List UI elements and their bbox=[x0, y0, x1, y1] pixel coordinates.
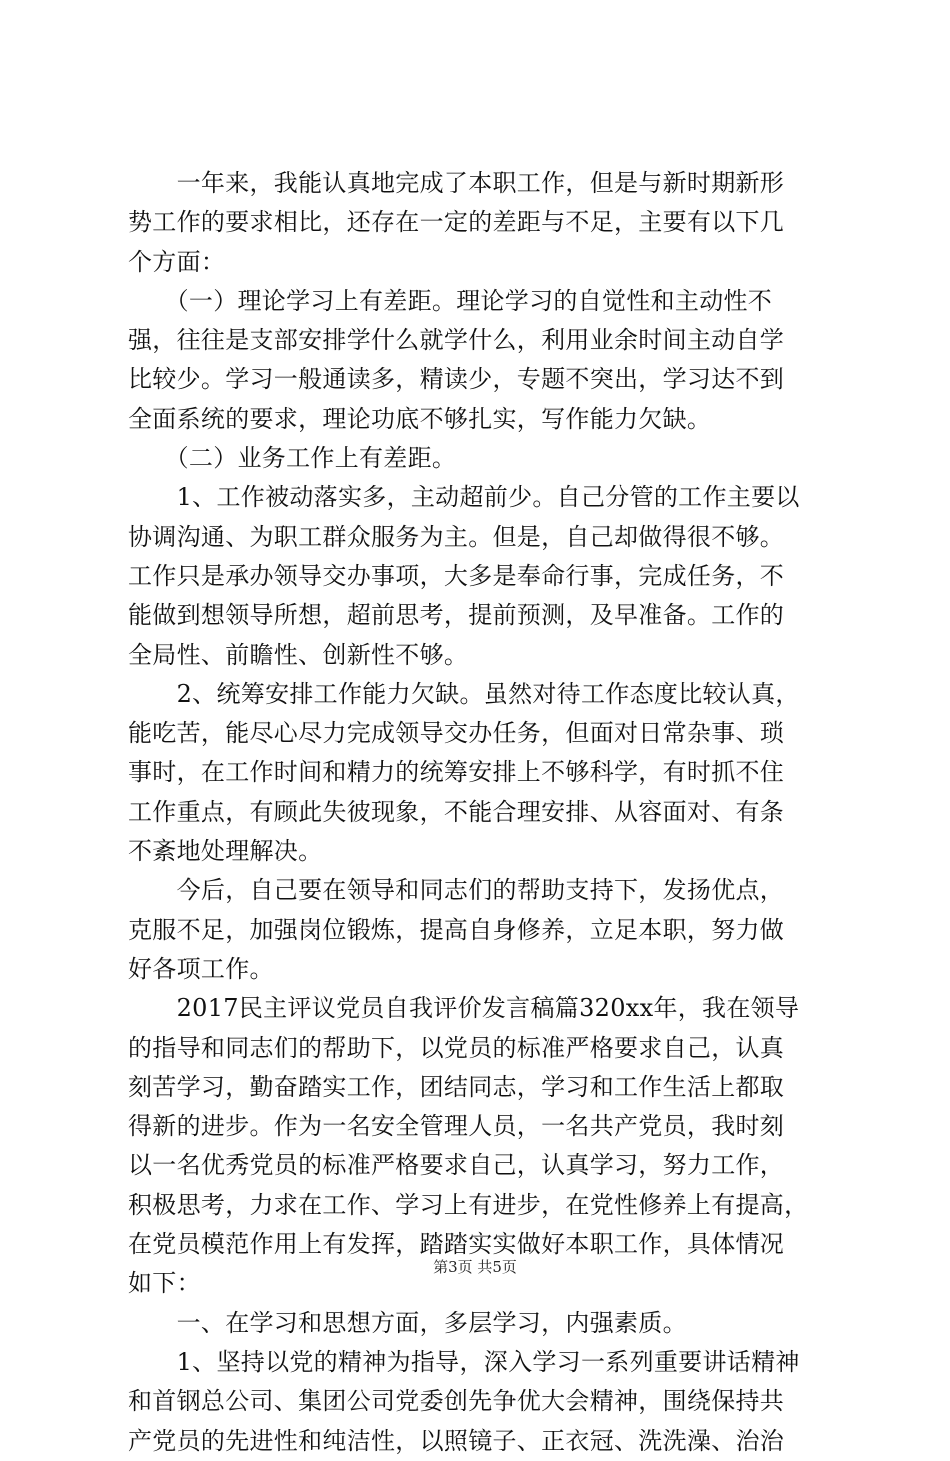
text-line: 一、在学习和思想方面，多层学习，内强素质。 bbox=[128, 1308, 687, 1337]
text-line: 强，往往是支部安排学什么就学什么，利用业余时间主动自学 bbox=[128, 326, 785, 355]
text-line: 事时，在工作时间和精力的统筹安排上不够科学，有时抓不住 bbox=[128, 758, 785, 787]
text-line: 不紊地处理解决。 bbox=[128, 837, 323, 866]
text-line: （二）业务工作上有差距。 bbox=[128, 444, 457, 473]
text-line: 个方面： bbox=[128, 247, 226, 276]
text-line: 全面系统的要求，理论功底不够扎实，写作能力欠缺。 bbox=[128, 404, 712, 433]
text-line: （一）理论学习上有差距。理论学习的自觉性和主动性不 bbox=[128, 286, 773, 315]
text-line: 能吃苦，能尽心尽力完成领导交办任务，但面对日常杂事、琐 bbox=[128, 719, 785, 748]
text-line: 以一名优秀党员的标准严格要求自己，认真学习，努力工作， bbox=[128, 1151, 785, 1180]
text-line: 工作重点，有顾此失彼现象，不能合理安排、从容面对、有条 bbox=[128, 797, 785, 826]
text-line: 今后，自己要在领导和同志们的帮助支持下，发扬优点， bbox=[128, 876, 785, 905]
text-line: 1、坚持以党的精神为指导，深入学习一系列重要讲话精神 bbox=[128, 1347, 800, 1376]
text-line: 比较少。学习一般通读多，精读少，专题不突出，学习达不到 bbox=[128, 365, 785, 394]
text-line: 2、统筹安排工作能力欠缺。虽然对待工作态度比较认真， bbox=[128, 679, 800, 708]
text-line: 在党员模范作用上有发挥，踏踏实实做好本职工作，具体情况 bbox=[128, 1230, 785, 1259]
text-line: 的指导和同志们的帮助下，以党员的标准严格要求自己，认真 bbox=[128, 1033, 785, 1062]
text-line: 2017民主评议党员自我评价发言稿篇320xx年，我在领导 bbox=[128, 994, 800, 1023]
text-line: 能做到想领导所想，超前思考，提前预测，及早准备。工作的 bbox=[128, 601, 785, 630]
text-line: 刻苦学习，勤奋踏实工作，团结同志，学习和工作生活上都取 bbox=[128, 1072, 785, 1101]
text-line: 好各项工作。 bbox=[128, 954, 274, 983]
text-line: 积极思考，力求在工作、学习上有进步，在党性修养上有提高， bbox=[128, 1190, 809, 1219]
text-line: 产党员的先进性和纯洁性，以照镜子、正衣冠、洗洗澡、治治 bbox=[128, 1426, 785, 1455]
text-line: 工作只是承办领导交办事项，大多是奉命行事，完成任务，不 bbox=[128, 561, 785, 590]
text-line: 协调沟通、为职工群众服务为主。但是，自己却做得很不够。 bbox=[128, 522, 785, 551]
text-line: 1、工作被动落实多，主动超前少。自己分管的工作主要以 bbox=[128, 483, 800, 512]
text-line: 克服不足，加强岗位锻炼，提高自身修养，立足本职，努力做 bbox=[128, 915, 785, 944]
text-line: 如下： bbox=[128, 1269, 201, 1298]
text-line: 一年来，我能认真地完成了本职工作，但是与新时期新形 bbox=[128, 169, 785, 197]
page-number-footer: 第3页 共5页 bbox=[433, 1258, 517, 1276]
text-line: 势工作的要求相比，还存在一定的差距与不足，主要有以下几 bbox=[128, 208, 785, 237]
text-line: 得新的进步。作为一名安全管理人员，一名共产党员，我时刻 bbox=[128, 1112, 785, 1141]
text-line: 和首钢总公司、集团公司党委创先争优大会精神，围绕保持共 bbox=[128, 1387, 785, 1416]
text-line: 全局性、前瞻性、创新性不够。 bbox=[128, 640, 469, 669]
